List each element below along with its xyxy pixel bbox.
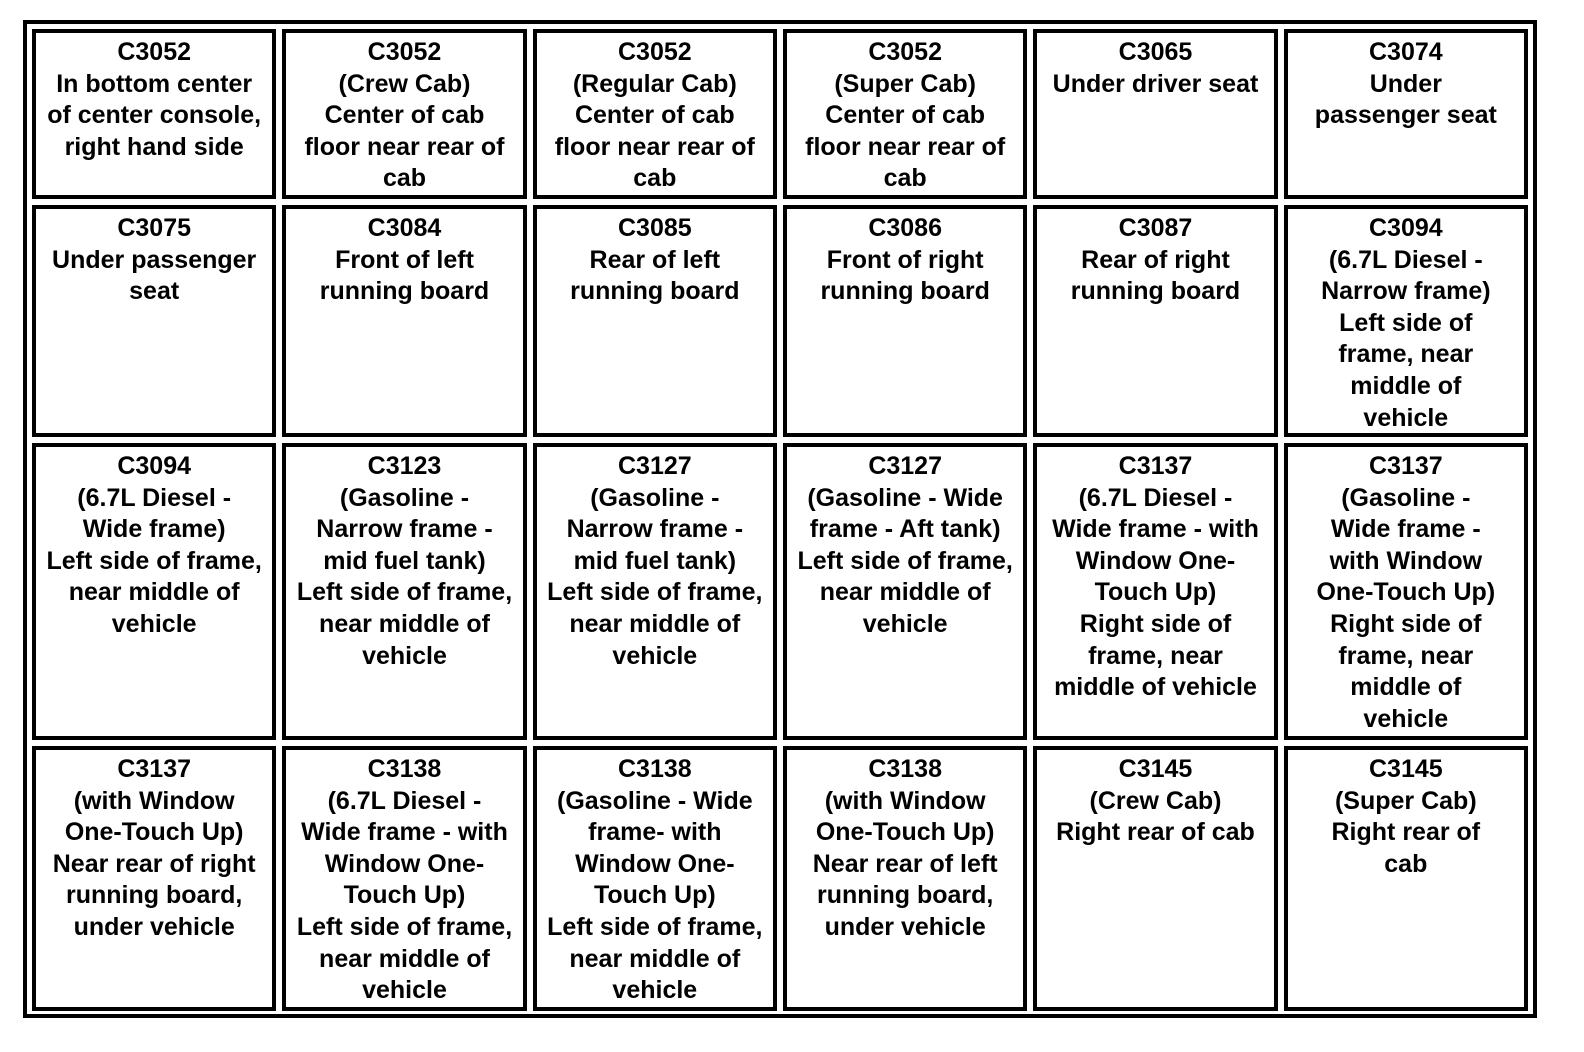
connector-location-line: One-Touch Up) bbox=[1316, 578, 1496, 607]
connector-id: C3145 bbox=[1118, 755, 1193, 783]
connector-location-line: running board, bbox=[816, 881, 994, 910]
connector-location-line: cab bbox=[883, 164, 927, 193]
connector-location-line: Left side of frame, bbox=[797, 546, 1013, 575]
connector-location-line: right hand side bbox=[64, 132, 244, 161]
connector-location-line: Left side of frame, bbox=[296, 912, 513, 941]
connector-location-line: near middle of bbox=[569, 609, 741, 638]
connector-location-line: Left side of frame, bbox=[547, 578, 763, 607]
connector-location-line: Center of cab bbox=[574, 101, 735, 130]
connector-location-line: Near rear of right bbox=[52, 849, 256, 878]
connector-location-line: Wide frame - with bbox=[301, 818, 508, 847]
connector-id: C3086 bbox=[868, 214, 942, 242]
connector-location-line: floor near rear of bbox=[805, 132, 1006, 161]
connector-id: C3127 bbox=[868, 452, 942, 480]
connector-id: C3094 bbox=[1368, 214, 1443, 242]
connector-location-line: (Regular Cab) bbox=[572, 69, 737, 98]
connector-id: C3137 bbox=[1118, 452, 1193, 480]
connector-location-line: Center of cab bbox=[825, 101, 986, 130]
connector-id: C3052 bbox=[367, 38, 442, 66]
connector-location-line: under vehicle bbox=[73, 912, 235, 941]
connector-location-line: Window One- bbox=[575, 849, 735, 878]
connector-id: C3087 bbox=[1118, 214, 1193, 242]
connector-location-line: middle of vehicle bbox=[1054, 673, 1257, 702]
connector-id: C3052 bbox=[617, 38, 692, 66]
connector-location-line: of center console, bbox=[47, 101, 262, 130]
connector-location-line: vehicle bbox=[362, 976, 447, 1005]
connector-location-line: (Crew Cab) bbox=[338, 69, 471, 98]
connector-location-line: frame- with bbox=[588, 818, 722, 847]
connector-location-line: near middle of bbox=[319, 944, 490, 973]
connector-location-line: frame, near bbox=[1338, 340, 1474, 369]
connector-location-line: mid fuel tank) bbox=[323, 546, 486, 575]
connector-location-line: vehicle bbox=[362, 641, 447, 670]
connector-id: C3052 bbox=[868, 38, 942, 66]
connector-location-line: Wide frame - bbox=[1330, 515, 1481, 544]
connector-id: C3127 bbox=[617, 452, 692, 480]
connector-cell bbox=[1033, 29, 1277, 199]
connector-location-line: middle of bbox=[1350, 371, 1462, 400]
connector-location-line: floor near rear of bbox=[554, 132, 755, 161]
connector-location-line: (6.7L Diesel - bbox=[1078, 483, 1233, 512]
connector-cell bbox=[1284, 29, 1528, 199]
connector-location-line: In bottom center bbox=[56, 69, 253, 98]
connector-location-line: Touch Up) bbox=[1094, 578, 1217, 607]
connector-cell bbox=[282, 443, 526, 740]
connector-location-line: running board bbox=[319, 277, 490, 306]
connector-location-line: running board bbox=[820, 277, 990, 306]
connector-location-line: near middle of bbox=[68, 578, 240, 607]
connector-location-line: (6.7L Diesel - bbox=[327, 786, 482, 815]
connector-location-line: Front of left bbox=[335, 245, 474, 274]
connector-location-line: frame, near bbox=[1338, 641, 1474, 670]
connector-location-line: with Window bbox=[1329, 546, 1483, 575]
connector-cell bbox=[282, 29, 526, 199]
connector-location-line: Under driver seat bbox=[1052, 69, 1259, 98]
connector-location-line: (Gasoline - Wide bbox=[807, 483, 1003, 512]
connector-location-line: passenger seat bbox=[1314, 101, 1497, 130]
connector-location-line: frame - Aft tank) bbox=[809, 515, 1001, 544]
connector-location-table bbox=[23, 20, 1537, 1018]
connector-location-line: (Gasoline - bbox=[339, 483, 470, 512]
connector-location-line: floor near rear of bbox=[304, 132, 505, 161]
connector-location-line: vehicle bbox=[1363, 704, 1449, 733]
connector-cell bbox=[1284, 443, 1528, 740]
connector-cell bbox=[783, 29, 1027, 199]
connector-location-line: under vehicle bbox=[824, 912, 986, 941]
connector-location-line: Narrow frame - bbox=[566, 515, 744, 544]
connector-cell bbox=[533, 205, 777, 437]
connector-id: C3085 bbox=[617, 214, 692, 242]
connector-location-line: Wide frame - with bbox=[1052, 515, 1259, 544]
connector-location-line: Right rear of bbox=[1331, 818, 1481, 847]
connector-location-line: (6.7L Diesel - bbox=[77, 483, 232, 512]
connector-location-line: mid fuel tank) bbox=[573, 546, 737, 575]
connector-location-line: Touch Up) bbox=[593, 881, 716, 910]
connector-location-line: Rear of right bbox=[1081, 245, 1230, 274]
connector-location-line: Window One- bbox=[1075, 546, 1236, 575]
connector-location-line: One-Touch Up) bbox=[815, 818, 995, 847]
connector-location-line: near middle of bbox=[819, 578, 991, 607]
connector-location-line: Narrow frame - bbox=[316, 515, 493, 544]
connector-cell bbox=[282, 746, 526, 1011]
connector-location-line: Wide frame) bbox=[82, 515, 226, 544]
connector-id: C3138 bbox=[367, 755, 442, 783]
connector-location-line: Under bbox=[1369, 69, 1442, 98]
connector-location-line: Right rear of cab bbox=[1056, 818, 1255, 847]
connector-location-line: (6.7L Diesel - bbox=[1328, 245, 1483, 274]
connector-id: C3084 bbox=[367, 214, 442, 242]
connector-location-line: One-Touch Up) bbox=[64, 818, 244, 847]
connector-location-line: Touch Up) bbox=[343, 881, 466, 910]
connector-cell bbox=[1033, 746, 1277, 1011]
connector-location-line: Center of cab bbox=[324, 101, 485, 130]
connector-cell bbox=[32, 205, 276, 437]
connector-location-line: Left side of frame, bbox=[296, 578, 513, 607]
connector-location-line: vehicle bbox=[612, 641, 698, 670]
connector-location-line: (Gasoline - Wide bbox=[557, 786, 753, 815]
connector-location-line: running board bbox=[1070, 277, 1241, 306]
connector-cell bbox=[533, 746, 777, 1011]
connector-cell bbox=[1033, 205, 1277, 437]
connector-cell bbox=[32, 29, 276, 199]
connector-location-line: vehicle bbox=[111, 609, 197, 638]
connector-id: C3052 bbox=[117, 38, 191, 66]
connector-location-line: vehicle bbox=[862, 609, 948, 638]
connector-location-line: (Gasoline - bbox=[590, 483, 720, 512]
connector-cell bbox=[533, 443, 777, 740]
connector-location-line: Narrow frame) bbox=[1321, 277, 1491, 306]
connector-location-line: (Super Cab) bbox=[834, 69, 976, 98]
connector-location-line: near middle of bbox=[569, 944, 741, 973]
connector-location-line: frame, near bbox=[1088, 641, 1223, 670]
connector-id: C3138 bbox=[617, 755, 692, 783]
connector-location-line: Under passenger bbox=[52, 245, 257, 274]
connector-location-line: Near rear of left bbox=[812, 849, 998, 878]
connector-location-line: vehicle bbox=[612, 976, 698, 1005]
connector-location-line: seat bbox=[129, 277, 180, 306]
connector-location-line: (Crew Cab) bbox=[1089, 786, 1222, 815]
connector-location-line: Left side of bbox=[1339, 308, 1473, 337]
connector-location-line: (Super Cab) bbox=[1334, 786, 1477, 815]
connector-location-line: cab bbox=[633, 164, 677, 193]
connector-cell bbox=[32, 443, 276, 740]
connector-location-line: cab bbox=[382, 164, 427, 193]
connector-location-line: Right side of bbox=[1079, 609, 1232, 638]
connector-cell bbox=[1284, 205, 1528, 437]
connector-location-line: Rear of left bbox=[589, 245, 721, 274]
connector-location-line: near middle of bbox=[319, 609, 490, 638]
connector-cell bbox=[282, 205, 526, 437]
connector-id: C3137 bbox=[117, 755, 191, 783]
connector-id: C3074 bbox=[1368, 38, 1443, 66]
connector-location-line: (Gasoline - bbox=[1341, 483, 1471, 512]
connector-id: C3065 bbox=[1118, 38, 1193, 66]
connector-cell bbox=[783, 205, 1027, 437]
connector-id: C3138 bbox=[868, 755, 942, 783]
connector-id: C3123 bbox=[367, 452, 442, 480]
connector-location-line: Window One- bbox=[324, 849, 485, 878]
connector-cell bbox=[1284, 746, 1528, 1011]
connector-cell bbox=[533, 29, 777, 199]
connector-id: C3145 bbox=[1368, 755, 1443, 783]
connector-location-line: (with Window bbox=[824, 786, 986, 815]
connector-location-line: Right side of bbox=[1330, 609, 1482, 638]
connector-location-line: Front of right bbox=[826, 245, 984, 274]
connector-id: C3094 bbox=[117, 452, 191, 480]
connector-location-line: (with Window bbox=[73, 786, 235, 815]
connector-location-line: cab bbox=[1384, 849, 1428, 878]
connector-id: C3137 bbox=[1368, 452, 1443, 480]
connector-cell bbox=[1033, 443, 1277, 740]
connector-location-line: vehicle bbox=[1363, 403, 1449, 432]
connector-cell bbox=[783, 443, 1027, 740]
connector-id: C3075 bbox=[117, 214, 191, 242]
connector-grid bbox=[32, 29, 1528, 1009]
connector-location-line: middle of bbox=[1350, 673, 1462, 702]
connector-cell bbox=[32, 746, 276, 1011]
connector-location-line: running board bbox=[570, 277, 740, 306]
connector-location-line: running board, bbox=[65, 881, 243, 910]
connector-location-line: Left side of frame, bbox=[46, 546, 262, 575]
connector-cell bbox=[783, 746, 1027, 1011]
connector-location-line: Left side of frame, bbox=[547, 912, 763, 941]
